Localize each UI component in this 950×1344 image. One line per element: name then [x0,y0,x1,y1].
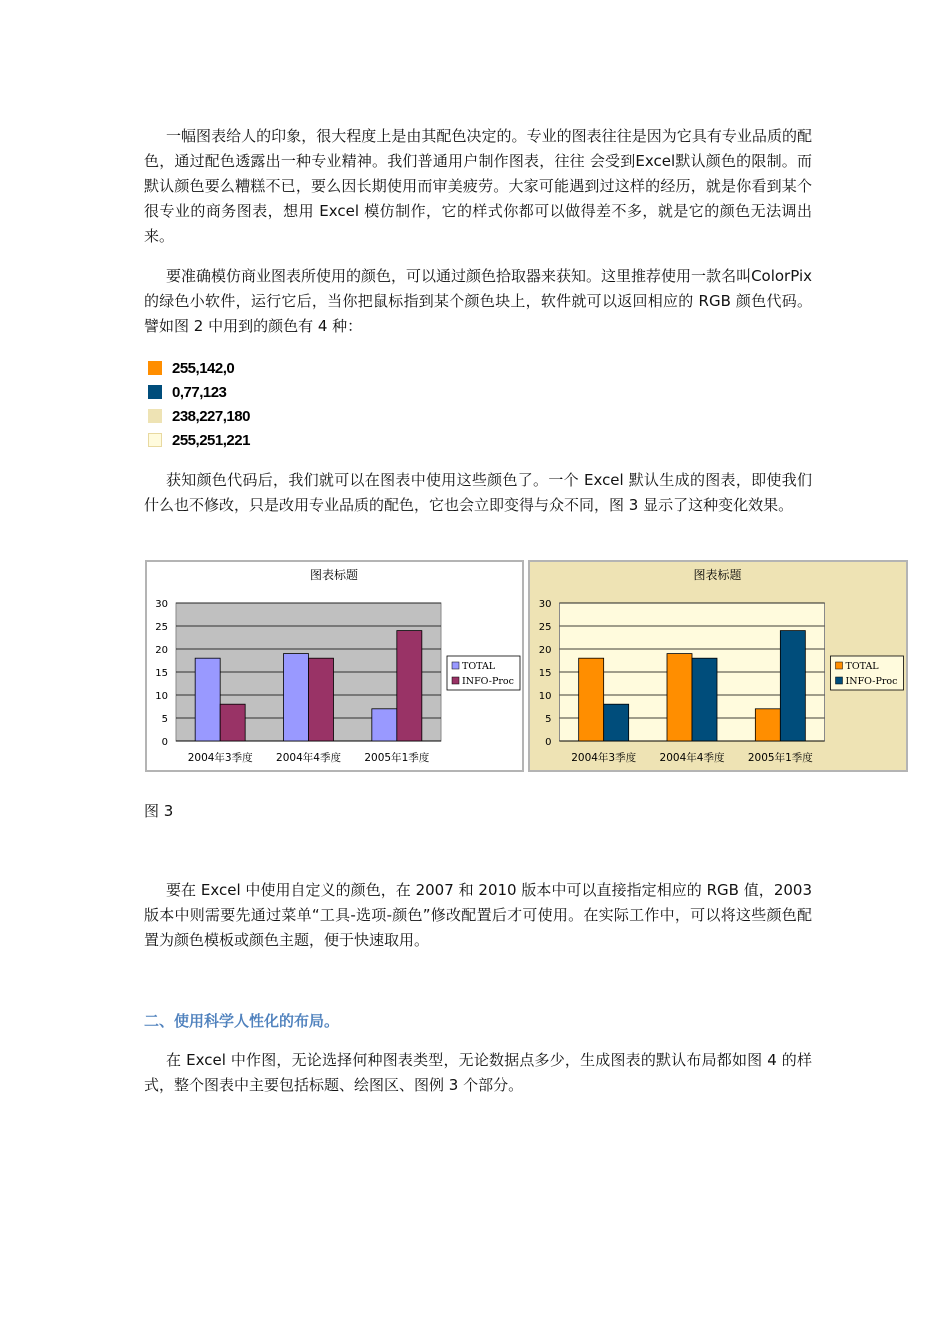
bar [692,658,717,741]
y-tick-label: 25 [538,622,552,633]
y-tick-label: 30 [538,599,552,610]
legend-label: TOTAL [462,661,496,672]
section-heading: 二、使用科学人性化的布局。 [144,1012,340,1030]
y-tick-label: 10 [155,691,168,702]
color-swatch-list [148,356,348,452]
color-swatch-item [148,428,348,452]
chart-professional-svg [530,562,906,770]
color-swatch-box [148,361,162,375]
legend-marker [452,662,459,669]
y-tick-label: 5 [161,714,168,725]
color-swatch-item [148,356,348,380]
paragraph-custom-colors: 要在 Excel 中使用自定义的颜色，在 2007 和 2010 版本中可以直接指定相应的 RGB 值，2003 版本中则需要先通过菜单“工具-选项-颜色”修改配置后才可使用。在实际工作中，可以将这些颜色配置为颜色模板或颜色主题，便于快速取用。 [144,881,812,949]
x-tick-label: 2004年3季度 [187,752,253,764]
chart-professional-colors [528,560,908,772]
color-swatch-item [148,380,348,404]
color-swatch-box [148,433,162,447]
color-swatch-box [148,409,162,423]
y-tick-label: 0 [545,737,552,748]
paragraph-color-intro: 一幅图表给人的印象，很大程度上是由其配色决定的。专业的图表往往是因为它具有专业品质的配色，通过配色透露出一种专业精神。我们普通用户制作图表，往往 会受到Excel默认颜色的限制。而默认颜色要么糟糕不已，要么因长期使用而审美疲劳。大家可能遇到过这样的经历，就是你看到某个很专业的商务图表，想用 Excel 模仿制作，它的样式你都可以做得差不多，就是它的颜色无法调出来。 [144,127,812,245]
color-swatch-label: 0,77,123 [172,383,227,401]
y-tick-label: 5 [545,714,552,725]
color-swatch-item [148,404,348,428]
bar [309,658,334,741]
x-tick-label: 2005年1季度 [747,752,813,764]
x-tick-label: 2005年1季度 [364,752,430,764]
bar [195,658,220,741]
chart-title: 图表标题 [693,568,742,582]
color-swatch-label: 255,251,221 [172,431,250,449]
chart-default-colors [145,560,524,772]
y-tick-label: 15 [538,668,552,679]
paragraph-color-effect: 获知颜色代码后，我们就可以在图表中使用这些颜色了。一个 Excel 默认生成的图表，即使我们什么也不修改，只是改用专业品质的配色，它也会立即变得与众不同，图 3 显示了这种变化效果。 [144,471,812,514]
bar [372,709,397,741]
legend-label: TOTAL [845,661,879,672]
paragraph-color-picker: 要准确模仿商业图表所使用的颜色，可以通过颜色拾取器来获知。这里推荐使用一款名叫ColorPix 的绿色小软件，运行它后，当你把鼠标指到某个颜色块上，软件就可以返回相应的 RGB 颜色代码。譬如图 2 中用到的颜色有 4 种： [144,267,812,335]
color-swatch-label: 238,227,180 [172,407,250,425]
x-tick-label: 2004年4季度 [276,752,341,764]
y-tick-label: 10 [538,691,552,702]
bar [604,704,629,741]
color-swatch-label: 255,142,0 [172,359,235,377]
legend-marker [452,677,459,684]
bar [397,631,422,741]
y-tick-label: 20 [538,645,552,656]
x-tick-label: 2004年3季度 [571,752,637,764]
x-tick-label: 2004年4季度 [659,752,725,764]
color-swatch-box [148,385,162,399]
chart-default-svg [147,562,522,770]
bar [220,704,245,741]
bar [667,654,692,741]
legend-label: INFO-Proc [462,676,514,687]
y-tick-label: 15 [155,668,168,679]
y-tick-label: 25 [155,622,168,633]
legend-marker [836,662,843,669]
figure-caption: 图 3 [144,802,174,820]
paragraph-layout: 在 Excel 中作图，无论选择何种图表类型，无论数据点多少，生成图表的默认布局都如图 4 的样式，整个图表中主要包括标题、绘图区、图例 3 个部分。 [144,1051,812,1094]
legend-marker [836,677,843,684]
chart-title: 图表标题 [309,568,359,582]
bar [579,658,604,741]
legend-label: INFO-Proc [845,676,898,687]
y-tick-label: 0 [161,737,168,748]
y-tick-label: 30 [155,599,168,610]
bar [755,709,780,741]
y-tick-label: 20 [155,645,168,656]
bar [780,631,805,741]
bar [284,654,309,741]
